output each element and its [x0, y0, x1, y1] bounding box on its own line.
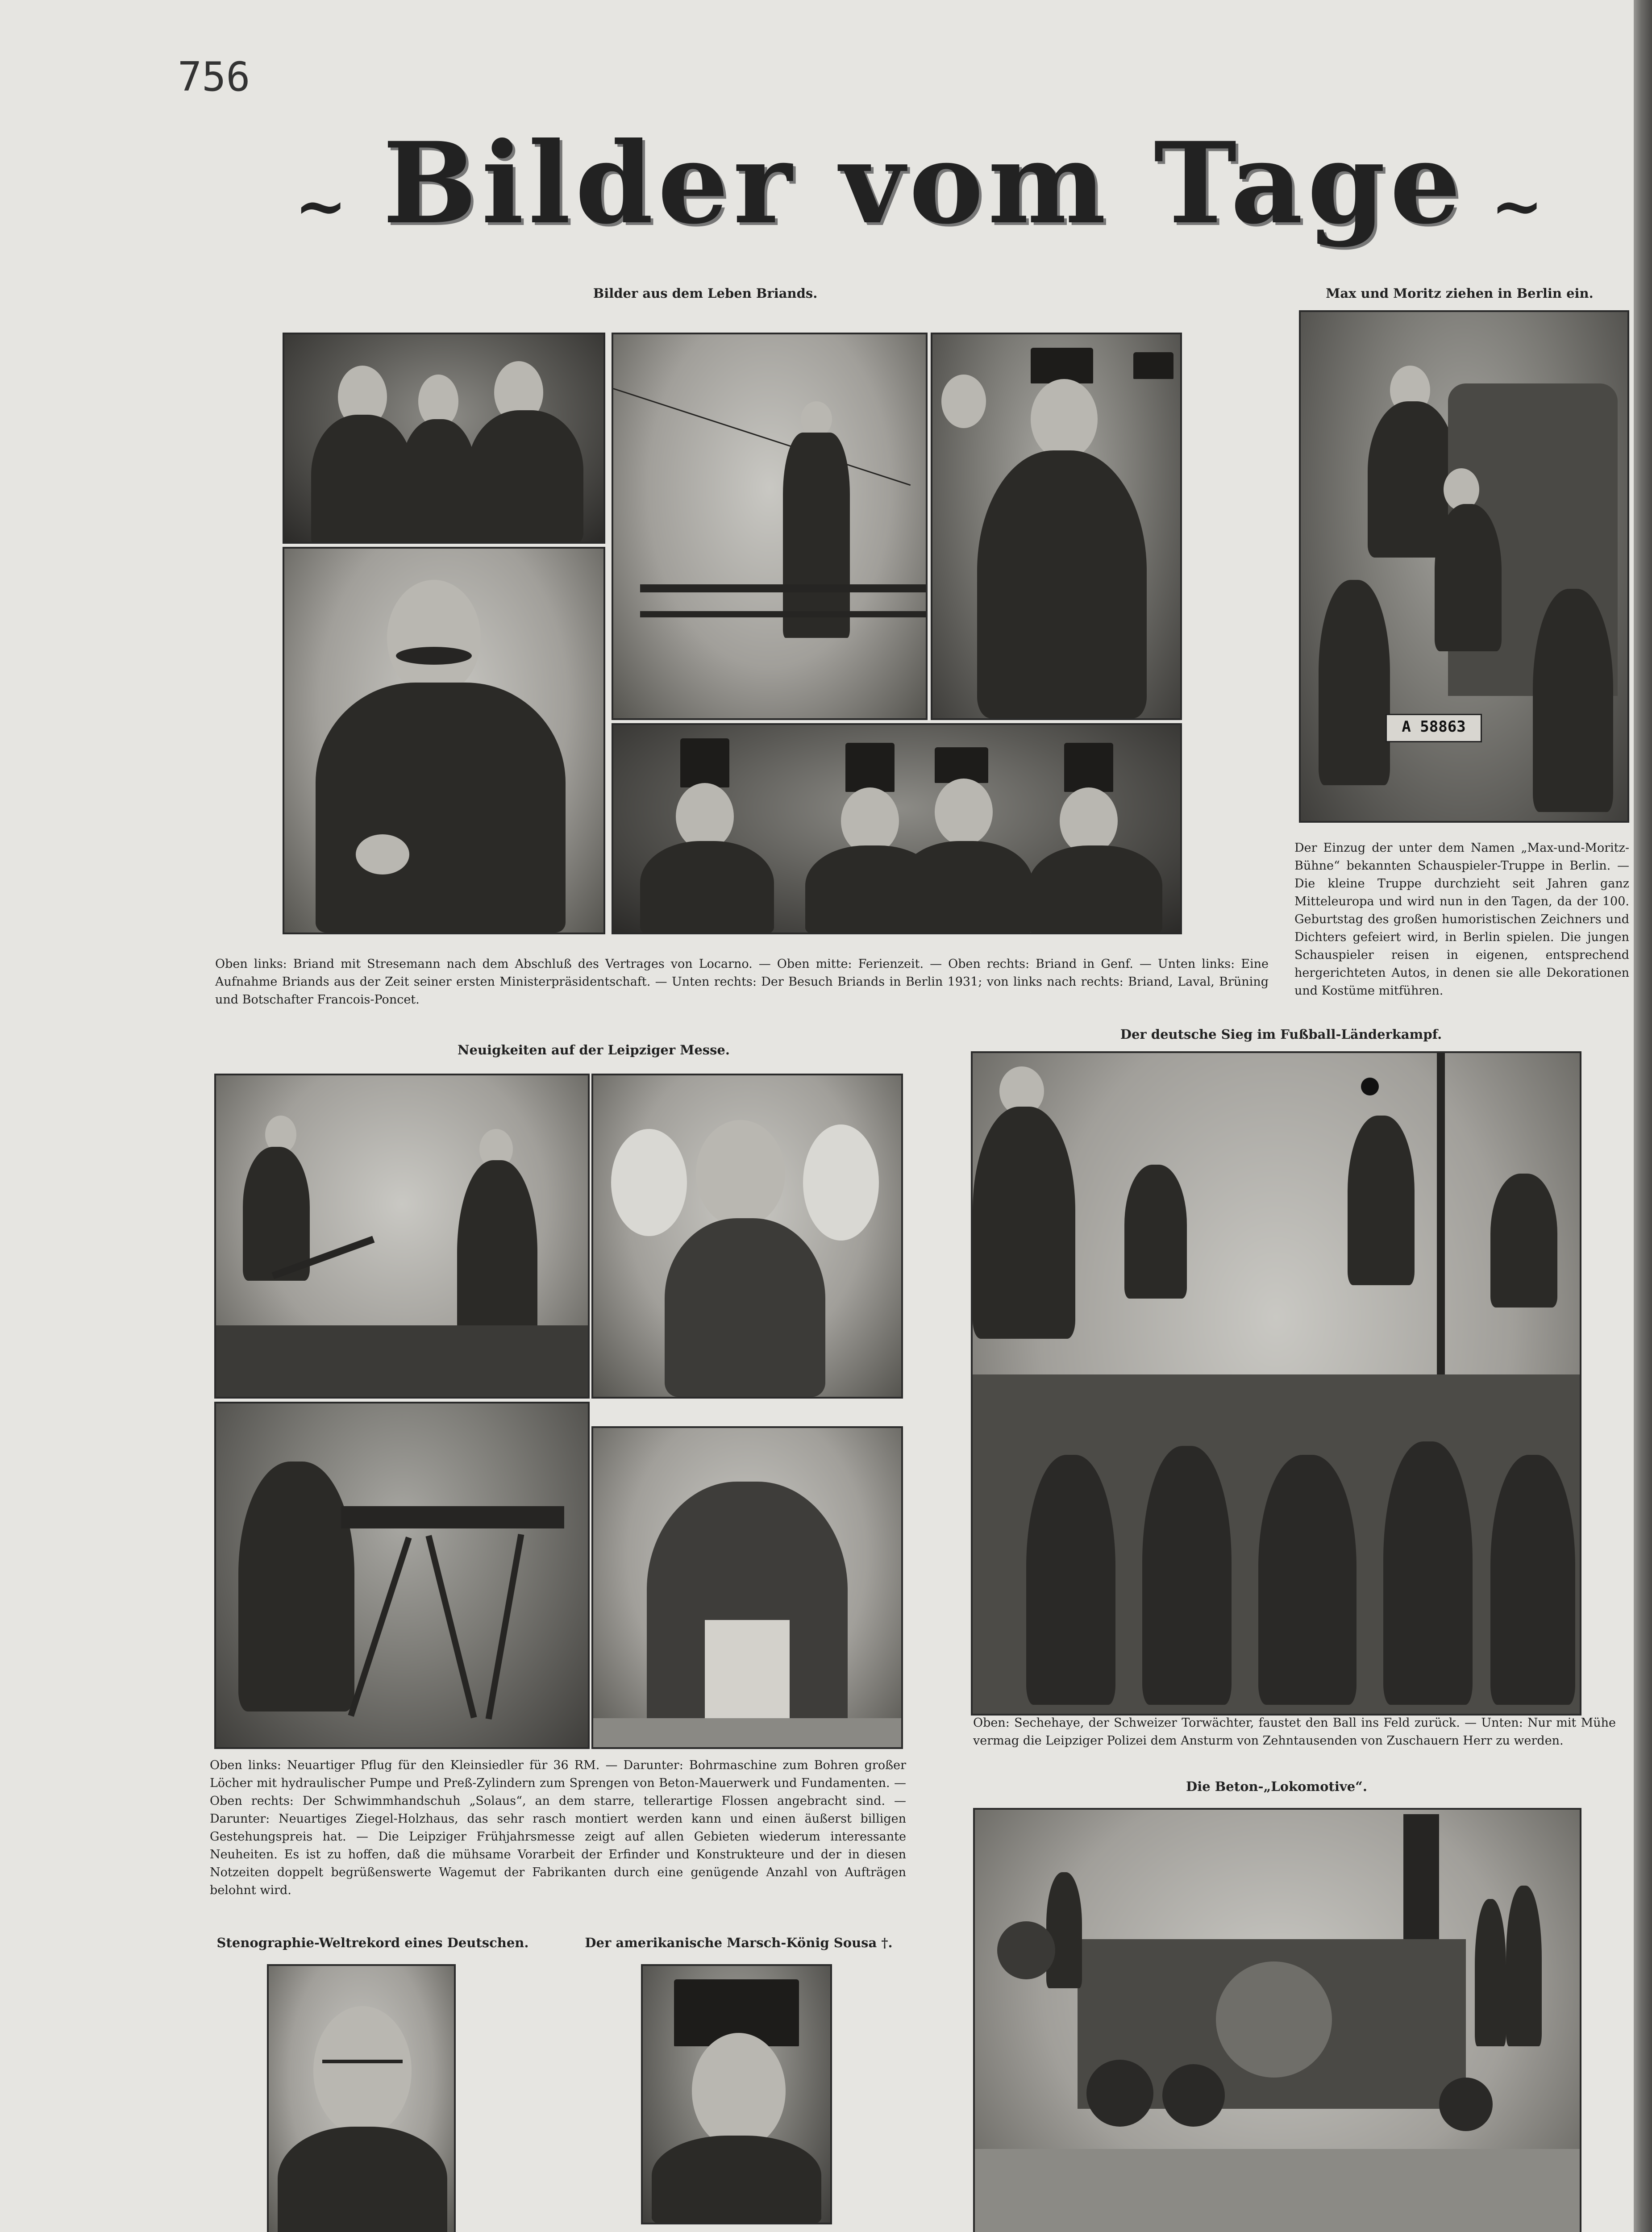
- photo-adolf-karnau: [267, 1964, 456, 2232]
- license-plate: A 58863: [1386, 714, 1482, 742]
- fussball-caption: Oben: Sechehaye, der Schweizer Torwächter, faustet den Ball ins Feld zurück. — Unten: Nur mit Mühe vermag die Leipziger Polizei dem Ansturm von Zehntausenden von Zuschauern Herr zu werden.: [973, 1716, 1616, 1748]
- photo-max-moritz: [1299, 310, 1629, 823]
- photo-sousa: [641, 1964, 832, 2224]
- briand-caption: Oben links: Briand mit Stresemann nach dem Abschluß des Vertrages von Locarno. — Oben mitte: Ferienzeit. — Oben rechts: Briand in Genf. — Unten links: Eine Aufnahme Briands aus der Zeit seiner ersten Ministerpräsidentschaft. — Unten rechts: Der Besuch Briands in Berlin 1931; von links nach rechts: Briand, Laval, Brüning und Botschafter Francois-Poncet.: [215, 957, 1269, 1007]
- headline-ornament-right: ~: [1491, 170, 1544, 243]
- max-moritz-caption: Der Einzug der unter dem Namen „Max-und-Moritz-Bühne“ bekannten Schauspieler-Truppe in Berlin. — Die kleine Truppe durchzieht seit Jahren ganz Mitteleuropa und wird nun in den Tagen, da der 100. Geburtstag des großen humoristischen Zeichners und Dichters gefeiert wird, in Berlin spielen. Die jungen Schauspieler reisen in eigenen, entsprechend hergerichteten Autos, in denen sie alle Dekorationen und Kostüme mitführen.: [1294, 841, 1629, 998]
- photo-plow: [214, 1074, 590, 1399]
- leipzig-title: Neuigkeiten auf der Leipziger Messe.: [458, 1042, 730, 1058]
- binding-edge: [1634, 0, 1652, 2232]
- sousa-title: Der amerikanische Marsch-König Sousa †.: [585, 1935, 893, 1950]
- headline-ornament-left: ~: [295, 170, 347, 243]
- page-number: 756: [178, 54, 250, 100]
- photo-football: [971, 1051, 1581, 1716]
- briand-title: Bilder aus dem Leben Briands.: [593, 286, 818, 301]
- beton-title: Die Beton-„Lokomotive“.: [1186, 1779, 1367, 1794]
- photo-beton-lokomotive: [973, 1808, 1581, 2232]
- photo-swim-glove: [591, 1074, 903, 1399]
- photo-timber-house: [591, 1426, 903, 1749]
- fussball-title: Der deutsche Sieg im Fußball-Länderkampf.: [1120, 1027, 1442, 1042]
- photo-briand-berlin: [612, 723, 1182, 934]
- photo-briand-fishing: [612, 333, 928, 720]
- headline: Bilder vom Tage: [383, 117, 1465, 249]
- photo-briand-stresemann: [283, 333, 605, 544]
- photo-briand-geneva: [931, 333, 1182, 720]
- leipzig-caption: Oben links: Neuartiger Pflug für den Kleinsiedler für 36 RM. — Darunter: Bohrmaschine zum Bohren großer Löcher mit hydraulischer Pumpe und Preß-Zylindern zum Sprengen von Beton-Mauerwerk und Fundamenten. — Oben rechts: Der Schwimmhandschuh „Solaus“, an dem starre, tellerartige Flossen angebracht sind. — Darunter: Neuartiges Ziegel-Holzhaus, das sehr rasch montiert werden kann und einen äußerst billigen Gestehungspreis hat. — Die Leipziger Frühjahrsmesse zeigt auf allen Gebieten wiederum interessante Neuheiten. Es ist zu hoffen, daß die mühsame Vorarbeit der Erfinder und Konstrukteure und der in diesen Notzeiten doppelt begrüßenswerte Wagemut der Fabrikanten durch eine genügende Anzahl von Aufträgen belohnt wird.: [210, 1758, 906, 1897]
- stenographie-title: Stenographie-Weltrekord eines Deutschen.: [216, 1935, 529, 1950]
- photo-briand-portrait: [283, 547, 605, 934]
- max-moritz-title: Max und Moritz ziehen in Berlin ein.: [1326, 286, 1594, 301]
- photo-drill-machine: [214, 1402, 590, 1749]
